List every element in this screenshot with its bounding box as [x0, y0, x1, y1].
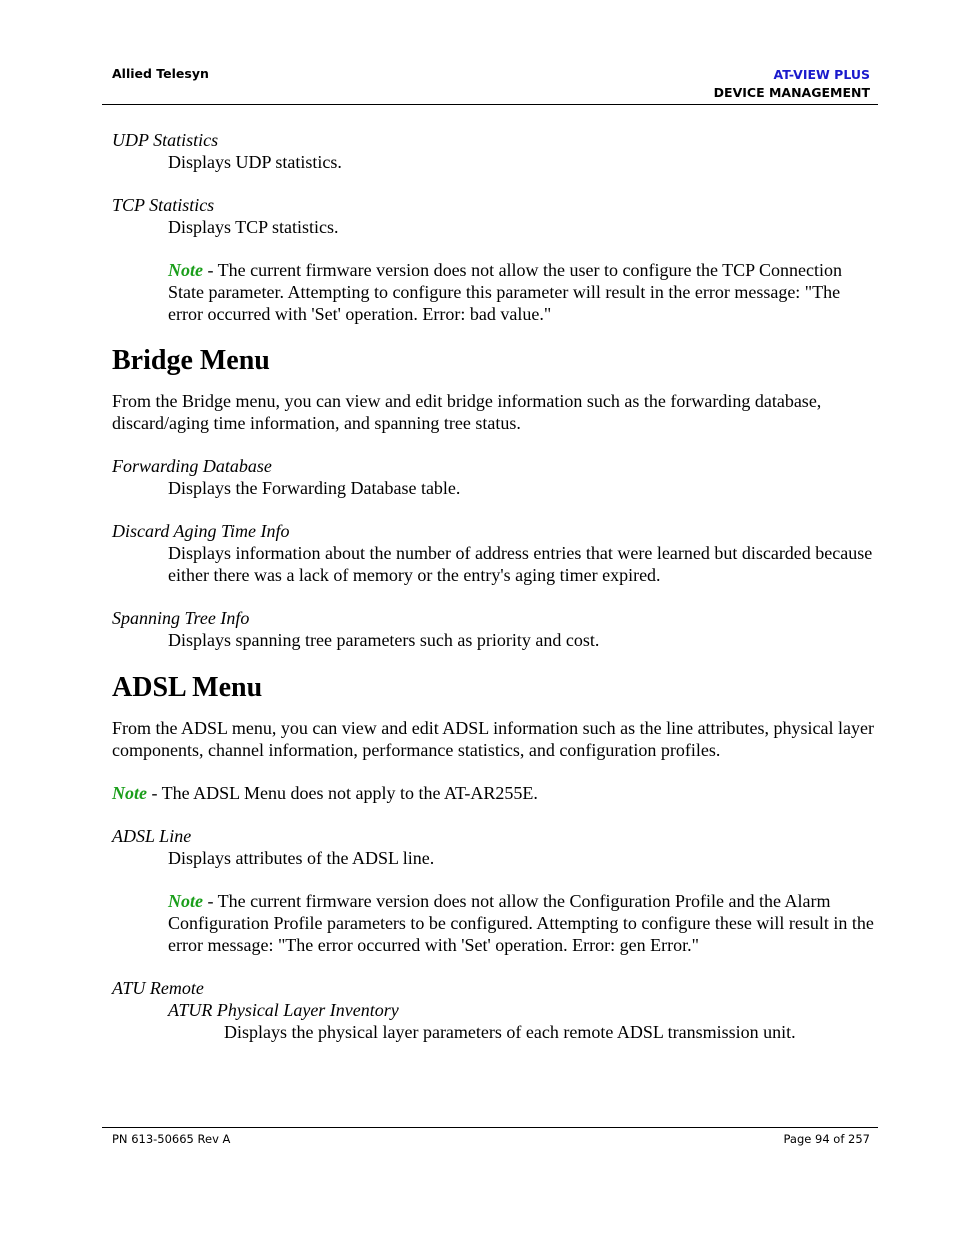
- footer-rule: [102, 1127, 878, 1128]
- adsl-line-desc: Displays attributes of the ADSL line.: [168, 848, 435, 868]
- note-label: Note: [168, 260, 203, 280]
- adsl-line-note: [112, 890, 878, 956]
- header-company: Allied Telesyn: [112, 66, 209, 81]
- header-product: AT-VIEW PLUS: [773, 67, 870, 82]
- adsl-line-note-text: - The current firmware version does not allow the Configuration Profile and the Alarm Configuration Profile parameters to be configured. Attempting to configure these will result in the error message: "The error occurred with 'Set' operation. Error: gen Error.": [168, 891, 874, 955]
- atur-physical-layer-title: ATUR Physical Layer Inventory: [168, 1000, 399, 1020]
- spanning-tree-desc: Displays spanning tree parameters such as priority and cost.: [168, 630, 600, 650]
- forwarding-database-title: Forwarding Database: [112, 456, 272, 476]
- tcp-note-text: - The current firmware version does not allow the user to configure the TCP Connection State parameter. Attempting to configure this parameter will result in the error message: "The error occurred with 'Set' operation. Error: bad value.": [168, 260, 842, 324]
- tcp-statistics-desc: Displays TCP statistics.: [168, 217, 339, 237]
- udp-statistics-title: UDP Statistics: [112, 130, 219, 150]
- adsl-line-title: ADSL Line: [112, 826, 192, 846]
- bridge-intro: From the Bridge menu, you can view and edit bridge information such as the forwarding database, discard/aging time information, and spanning tree status.: [112, 391, 822, 433]
- discard-aging-title: Discard Aging Time Info: [112, 521, 290, 541]
- tcp-note: [112, 259, 878, 325]
- bridge-menu-heading: Bridge Menu: [112, 345, 270, 376]
- adsl-intro: From the ADSL menu, you can view and edit ADSL information such as the line attributes, physical layer components, channel information, performance statistics, and configuration profiles.: [112, 718, 875, 760]
- tcp-statistics-title: TCP Statistics: [112, 195, 215, 215]
- discard-aging-desc: Displays information about the number of address entries that were learned but discarded because either there was a lack of memory or the entry's aging timer expired.: [168, 543, 873, 585]
- adsl-note: [112, 782, 878, 804]
- adsl-note-text: - The ADSL Menu does not apply to the AT-AR255E.: [147, 783, 538, 803]
- note-label: Note: [112, 783, 147, 803]
- udp-statistics-desc: Displays UDP statistics.: [168, 152, 342, 172]
- page-content: [112, 129, 878, 1043]
- footer-part-number: PN 613-50665 Rev A: [112, 1132, 231, 1146]
- atur-physical-layer-desc: Displays the physical layer parameters of each remote ADSL transmission unit.: [224, 1022, 796, 1042]
- header-right: [714, 66, 870, 102]
- footer-page-number: Page 94 of 257: [783, 1132, 870, 1146]
- atu-remote-title: ATU Remote: [112, 978, 204, 998]
- forwarding-database-desc: Displays the Forwarding Database table.: [168, 478, 461, 498]
- header-rule: [102, 104, 878, 105]
- adsl-menu-heading: ADSL Menu: [112, 672, 263, 703]
- header-section: DEVICE MANAGEMENT: [713, 85, 870, 100]
- note-label: Note: [168, 891, 203, 911]
- spanning-tree-title: Spanning Tree Info: [112, 608, 250, 628]
